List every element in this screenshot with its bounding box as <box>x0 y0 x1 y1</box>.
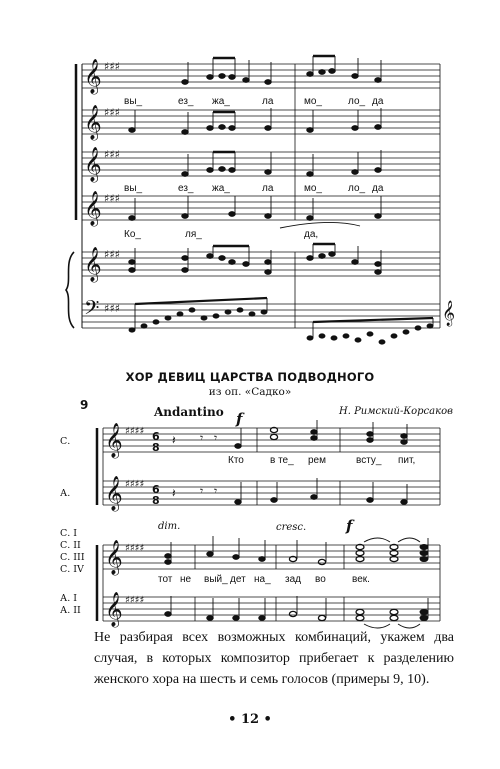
svg-text:𝄞: 𝄞 <box>105 423 123 458</box>
svg-text:𝄞: 𝄞 <box>84 191 102 226</box>
lyric: век. <box>352 574 370 585</box>
voice-label: А. I <box>60 593 77 604</box>
lyric: мо_ <box>304 96 322 107</box>
svg-text:6: 6 <box>152 483 160 496</box>
staff-top-piano-bass <box>82 304 440 328</box>
lyric: Ко_ <box>124 229 141 240</box>
lyric: ла <box>262 96 274 107</box>
lyric: ез_ <box>178 183 194 194</box>
lyric: да <box>372 96 384 107</box>
svg-text:𝄞: 𝄞 <box>105 476 123 511</box>
svg-text:♯♯♯: ♯♯♯ <box>104 248 120 261</box>
lyric: в те_ <box>270 455 294 466</box>
svg-text:𝄽: 𝄽 <box>172 486 176 500</box>
voice-label: С. I <box>60 528 78 539</box>
lyric: да, <box>304 229 319 240</box>
voice-label-soprano: С. <box>60 436 71 447</box>
lyric: Кто <box>228 455 244 466</box>
staff-top-piano-treble <box>82 252 440 276</box>
voice-label: С. IV <box>60 564 84 575</box>
svg-text:𝄽: 𝄽 <box>172 433 176 447</box>
voice-label-alto: А. <box>60 488 71 499</box>
svg-text:𝄞: 𝄞 <box>84 105 102 140</box>
composer: Н. Римский-Корсаков <box>339 406 453 417</box>
lyric: да <box>372 183 384 194</box>
lyric: вый_ <box>204 574 228 585</box>
lyric: рем <box>308 455 326 466</box>
svg-text:♯♯♯♯: ♯♯♯♯ <box>125 543 145 554</box>
lyric: дет <box>230 574 246 585</box>
svg-text:𝄞: 𝄞 <box>105 540 123 575</box>
lyric: пит, <box>398 455 416 466</box>
voice-label: А. II <box>60 605 81 616</box>
svg-text:8: 8 <box>152 441 160 454</box>
lyric: ло_ <box>348 183 366 194</box>
staff-top-4 <box>82 196 440 220</box>
lyric: ло_ <box>348 96 366 107</box>
svg-text:♯♯♯♯: ♯♯♯♯ <box>125 426 145 437</box>
lyric: тот <box>158 574 173 585</box>
svg-text:♯♯♯: ♯♯♯ <box>104 60 120 73</box>
svg-text:♯♯♯♯: ♯♯♯♯ <box>125 595 145 606</box>
dynamic-forte: f <box>346 517 353 535</box>
svg-text:𝄾: 𝄾 <box>200 431 204 445</box>
staff-ex9-sopranos-divisi <box>103 545 440 569</box>
svg-text:𝄞: 𝄞 <box>442 301 456 326</box>
svg-text:𝄞: 𝄞 <box>84 247 102 282</box>
svg-text:♯♯♯: ♯♯♯ <box>104 192 120 205</box>
lyric: на_ <box>254 574 271 585</box>
lyric: ез_ <box>178 96 194 107</box>
svg-text:♯♯♯: ♯♯♯ <box>104 106 120 119</box>
lyric: всту_ <box>356 455 382 466</box>
example-subtitle: из оп. «Садко» <box>208 386 292 398</box>
svg-text:𝄞: 𝄞 <box>84 147 102 182</box>
lyric: мо_ <box>304 183 322 194</box>
svg-text:𝄾: 𝄾 <box>214 484 218 498</box>
tempo-marking: Andantino <box>154 405 224 419</box>
dynamic-forte: f <box>236 410 243 428</box>
staff-top-1 <box>82 64 440 88</box>
example-title: ХОР ДЕВИЦ ЦАРСТВА ПОДВОДНОГО <box>125 370 375 384</box>
lyric: ла <box>262 183 274 194</box>
lyric: ля_ <box>185 229 202 240</box>
dynamic-cresc: cresc. <box>276 522 307 533</box>
page-number: • 12 • <box>228 712 272 727</box>
svg-text:𝄾: 𝄾 <box>214 431 218 445</box>
lyric: не <box>180 574 192 585</box>
svg-text:♯♯♯: ♯♯♯ <box>104 302 120 315</box>
svg-text:𝄾: 𝄾 <box>200 484 204 498</box>
svg-text:6: 6 <box>152 430 160 443</box>
svg-text:♯♯♯: ♯♯♯ <box>104 148 120 161</box>
body-paragraph: Не разбирая всех возможных комбинаций, укажем два случая, в которых композитор прибегает к разделению женского хора на шесть и семь голосов (примеры 9, 10). <box>94 630 454 687</box>
svg-text:𝄞: 𝄞 <box>84 59 102 94</box>
example-number: 9 <box>80 398 89 412</box>
lyric: жа_ <box>212 96 230 107</box>
voice-label: С. II <box>60 540 81 551</box>
svg-text:𝄢: 𝄢 <box>84 296 100 324</box>
dynamic-dim: dim. <box>158 521 181 532</box>
voice-label: С. III <box>60 552 85 563</box>
lyric: вы_ <box>124 96 143 107</box>
lyric: вы_ <box>124 183 143 194</box>
svg-text:♯♯♯♯: ♯♯♯♯ <box>125 479 145 490</box>
lyric: зад <box>285 574 301 585</box>
svg-text:𝄞: 𝄞 <box>105 592 123 627</box>
lyric: во <box>315 574 326 585</box>
staff-top-3 <box>82 152 440 176</box>
lyric: жа_ <box>212 183 230 194</box>
svg-text:8: 8 <box>152 494 160 507</box>
